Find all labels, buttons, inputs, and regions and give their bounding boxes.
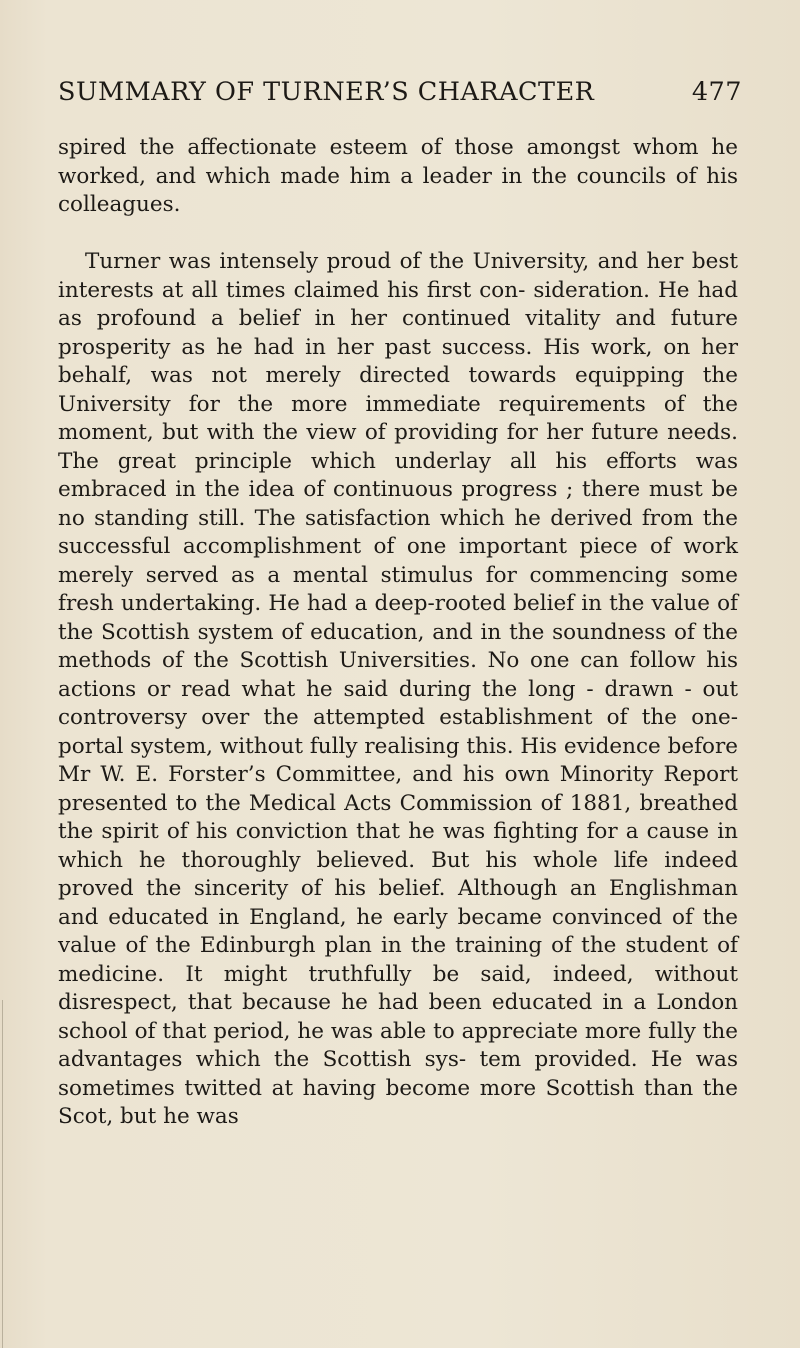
page-number: 477: [691, 77, 742, 107]
paragraph: Turner was intensely proud of the University, and her best interests at all times claimed his first con- sideration. He had as profound a belief in her continued vitality and future prosperity as he had in her past success. His work, on her behalf, was not merely directed towards equipping the University for the more immediate requirements of the moment, but with the view of providing for her future needs. The great principle which underlay all his efforts was embraced in the idea of continuous progress ; there must be no standing still. The satisfaction which he derived from the successful accomplishment of one important piece of work merely served as a mental stimulus for commencing some fresh undertaking. He had a deep-rooted belief in the value of the Scottish system of education, and in the soundness of the methods of the Scottish Universities. No one can follow his actions or read what he said during the long - drawn - out controversy over the attempted establishment of the one-portal system, without fully realising this. His evidence before Mr W. E. Forster’s Committee, and his own Minority Report presented to the Medical Acts Commission of 1881, breathed the spirit of his conviction that he was fighting for a cause in which he thoroughly believed. But his whole life indeed proved the sincerity of his belief. Although an Englishman and educated in England, he early became convinced of the value of the Edinburgh plan in the training of the student of medicine. It might truthfully be said, indeed, without disrespect, that because he had been educated in a London school of that period, he was able to appreciate more fully the advantages which the Scottish sys- tem provided. He was sometimes twitted at having become more Scottish than the Scot, but he was: [58, 249, 738, 1129]
running-head: [58, 77, 742, 107]
body-text: [58, 134, 738, 1132]
page-edge-line: [2, 1000, 3, 1348]
running-head-title: SUMMARY OF TURNER’S CHARACTER: [58, 77, 595, 107]
paragraph-continued: spired the affectionate esteem of those amongst whom he worked, and which made him a leader in the councils of his colleagues.: [58, 135, 738, 217]
